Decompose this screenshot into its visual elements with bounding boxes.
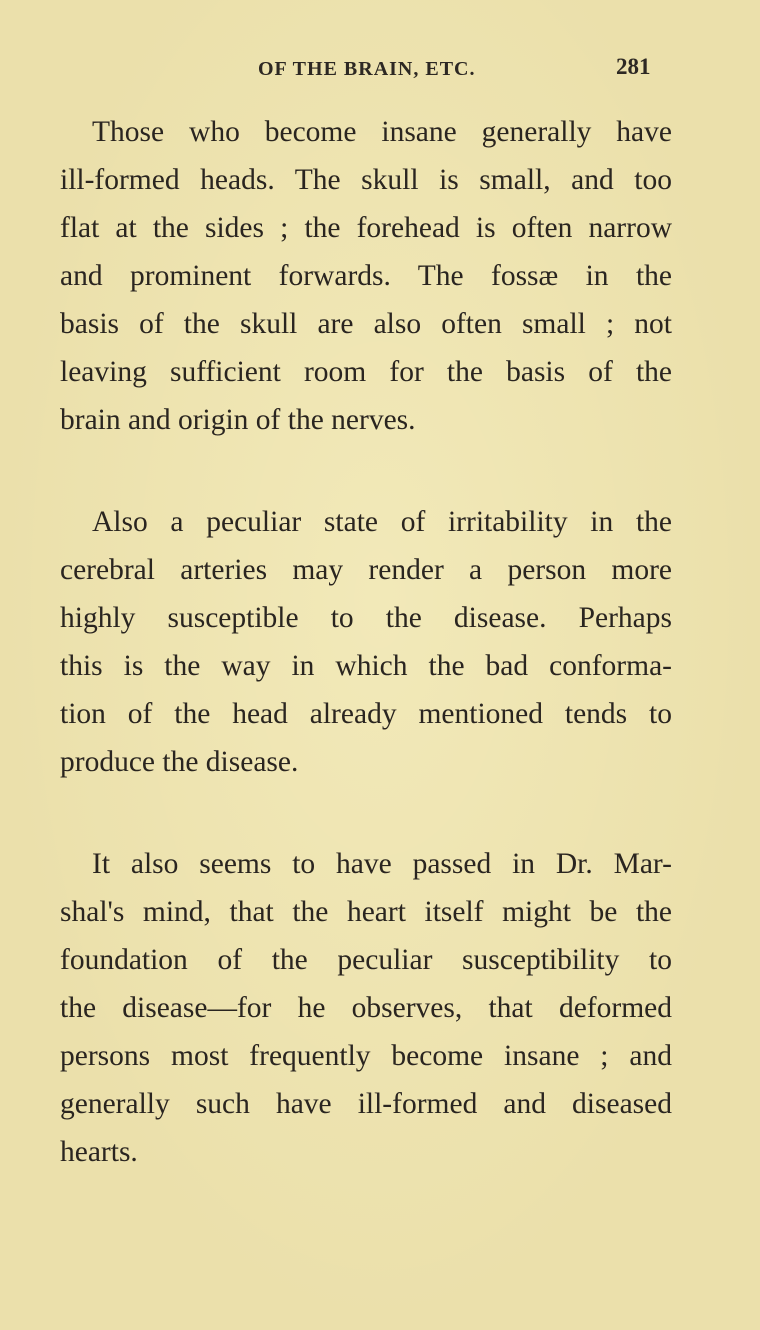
text-line: flat at the sides ; the forehead is often narrow [60, 212, 672, 244]
text-line: and prominent forwards. The fossæ in the [60, 260, 672, 292]
text-line: generally such have ill-formed and diseased [60, 1088, 672, 1120]
text-line: cerebral arteries may render a person more [60, 554, 672, 586]
text-line: shal's mind, that the heart itself might be the [60, 896, 672, 928]
text-line: produce the disease. [60, 746, 299, 778]
text-line: leaving sufficient room for the basis of the [60, 356, 672, 388]
text-line: highly susceptible to the disease. Perhaps [60, 602, 672, 634]
text-line: Also a peculiar state of irritability in the [92, 506, 672, 538]
text-line: hearts. [60, 1136, 138, 1168]
text-line: foundation of the peculiar susceptibility to [60, 944, 672, 976]
text-line: Those who become insane generally have [92, 116, 672, 148]
text-line: It also seems to have passed in Dr. Mar- [92, 848, 672, 880]
text-line: this is the way in which the bad conforma- [60, 650, 672, 682]
text-line: basis of the skull are also often small ; not [60, 308, 672, 340]
text-line: persons most frequently become insane ; and [60, 1040, 672, 1072]
text-line: tion of the head already mentioned tends to [60, 698, 672, 730]
running-head: OF THE BRAIN, ETC. [258, 58, 476, 80]
text-line: brain and origin of the nerves. [60, 404, 416, 436]
text-line: ill-formed heads. The skull is small, and too [60, 164, 672, 196]
text-line: the disease—for he observes, that deformed [60, 992, 672, 1024]
page-number: 281 [616, 54, 651, 79]
